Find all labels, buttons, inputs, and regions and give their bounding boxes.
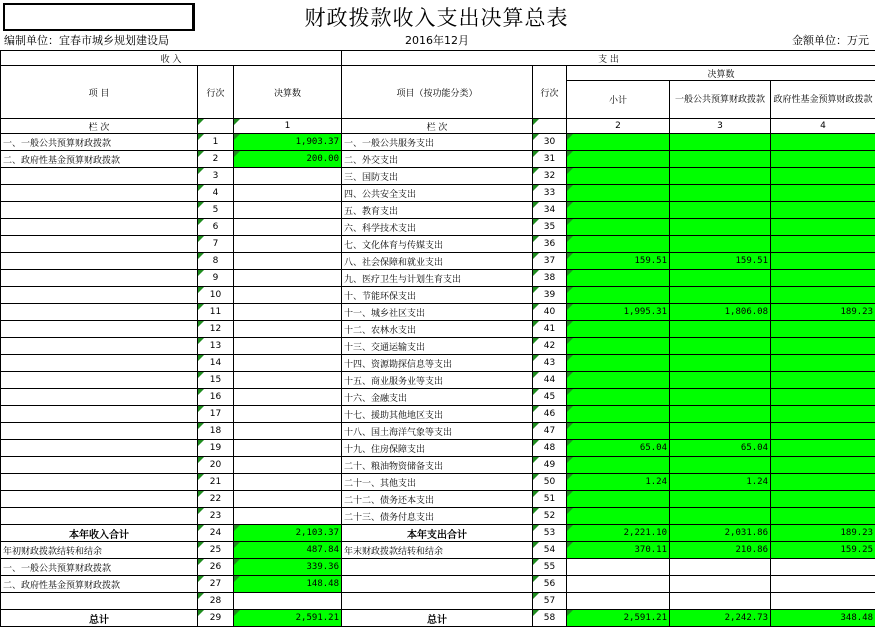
expense-general-cell[interactable] bbox=[670, 185, 771, 202]
income-row-no[interactable]: 15 bbox=[198, 372, 234, 389]
compiling-unit: 编制单位：宜春市城乡规划建设局 bbox=[4, 34, 169, 48]
name-box[interactable] bbox=[3, 3, 195, 31]
table-row bbox=[1, 576, 875, 593]
table-row bbox=[1, 338, 875, 355]
expense-subtotal-cell[interactable] bbox=[567, 457, 670, 474]
expense-general-cell[interactable] bbox=[670, 151, 771, 168]
table-row bbox=[1, 304, 875, 321]
table-row bbox=[1, 593, 875, 610]
expense-blank-cell[interactable] bbox=[771, 593, 875, 610]
expense-item-cell[interactable]: 五、教育支出 bbox=[342, 202, 533, 219]
income-blank-no[interactable]: 28 bbox=[198, 593, 234, 610]
income-row-no[interactable]: 17 bbox=[198, 406, 234, 423]
expense-total-fund[interactable]: 189.23 bbox=[771, 525, 875, 542]
income-item-cell[interactable]: 二、政府性基金预算财政拨款 bbox=[1, 151, 198, 168]
grand-total-no2[interactable]: 58 bbox=[533, 610, 567, 627]
report-date: 2016年12月 bbox=[405, 34, 469, 48]
expense-header: 支 出 bbox=[342, 51, 875, 66]
expense-item-cell[interactable]: 四、公共安全支出 bbox=[342, 185, 533, 202]
income-row-no[interactable]: 1 bbox=[198, 134, 234, 151]
income-row-no[interactable]: 13 bbox=[198, 338, 234, 355]
income-amount-cell[interactable]: 200.00 bbox=[234, 151, 342, 168]
expense-row-no[interactable]: 42 bbox=[533, 338, 567, 355]
income-row-no[interactable]: 10 bbox=[198, 287, 234, 304]
income-amount-cell[interactable] bbox=[234, 304, 342, 321]
expense-row-no[interactable]: 43 bbox=[533, 355, 567, 372]
expense-row-no[interactable]: 45 bbox=[533, 389, 567, 406]
expense-general-cell[interactable] bbox=[670, 508, 771, 525]
income-amount-cell[interactable] bbox=[234, 253, 342, 270]
begin-fund-label[interactable]: 二、政府性基金预算财政拨款 bbox=[1, 576, 198, 593]
income-row-no[interactable]: 4 bbox=[198, 185, 234, 202]
col-3: 3 bbox=[670, 119, 771, 134]
expense-fund-cell[interactable] bbox=[771, 270, 875, 287]
income-row-no[interactable]: 7 bbox=[198, 236, 234, 253]
expense-row-no[interactable]: 40 bbox=[533, 304, 567, 321]
income-item-cell[interactable] bbox=[1, 185, 198, 202]
income-item-cell[interactable] bbox=[1, 168, 198, 185]
table-row bbox=[1, 321, 875, 338]
expense-row-no[interactable]: 31 bbox=[533, 151, 567, 168]
income-item-cell[interactable] bbox=[1, 372, 198, 389]
expense-subtotal-cell[interactable] bbox=[567, 389, 670, 406]
expense-row-no[interactable]: 37 bbox=[533, 253, 567, 270]
expense-blank-cell[interactable] bbox=[771, 559, 875, 576]
income-item-cell[interactable] bbox=[1, 423, 198, 440]
end-balance-label[interactable]: 年末财政拨款结转和结余 bbox=[342, 542, 533, 559]
expense-fund-cell[interactable] bbox=[771, 202, 875, 219]
income-item-cell[interactable] bbox=[1, 304, 198, 321]
table-row bbox=[1, 236, 875, 253]
expense-fund-cell[interactable] bbox=[771, 406, 875, 423]
income-amount-cell[interactable] bbox=[234, 423, 342, 440]
table-row bbox=[1, 253, 875, 270]
table-row bbox=[1, 559, 875, 576]
expense-fund-cell[interactable] bbox=[771, 423, 875, 440]
grand-total-fund[interactable]: 348.48 bbox=[771, 610, 875, 627]
expense-row-no[interactable]: 35 bbox=[533, 219, 567, 236]
subtotal-header: 小计 bbox=[567, 81, 670, 119]
income-amount-cell[interactable] bbox=[234, 355, 342, 372]
table-row bbox=[1, 185, 875, 202]
table-row bbox=[1, 474, 875, 491]
expense-subtotal-cell[interactable] bbox=[567, 168, 670, 185]
expense-fund-cell[interactable] bbox=[771, 474, 875, 491]
expense-general-cell[interactable] bbox=[670, 202, 771, 219]
expense-row-no[interactable]: 41 bbox=[533, 321, 567, 338]
expense-subtotal-cell[interactable] bbox=[567, 202, 670, 219]
income-amount-cell[interactable] bbox=[234, 321, 342, 338]
income-item-cell[interactable] bbox=[1, 440, 198, 457]
expense-total-general[interactable]: 2,031.86 bbox=[670, 525, 771, 542]
expense-blank-cell[interactable] bbox=[567, 559, 670, 576]
end-balance-no[interactable]: 54 bbox=[533, 542, 567, 559]
income-amount-cell[interactable] bbox=[234, 372, 342, 389]
expense-subtotal-cell[interactable]: 1,995.31 bbox=[567, 304, 670, 321]
expense-subtotal-cell[interactable] bbox=[567, 406, 670, 423]
func-item-header: 项目（按功能分类） bbox=[342, 66, 533, 119]
expense-row-no[interactable]: 49 bbox=[533, 457, 567, 474]
expense-total-subtotal[interactable]: 2,221.10 bbox=[567, 525, 670, 542]
income-amount-cell[interactable] bbox=[234, 457, 342, 474]
expense-row-no[interactable]: 47 bbox=[533, 423, 567, 440]
expense-fund-cell[interactable] bbox=[771, 372, 875, 389]
expense-general-cell[interactable] bbox=[670, 338, 771, 355]
expense-general-cell[interactable] bbox=[670, 423, 771, 440]
expense-fund-cell[interactable] bbox=[771, 355, 875, 372]
income-amount-cell[interactable] bbox=[234, 508, 342, 525]
income-amount-cell[interactable] bbox=[234, 491, 342, 508]
expense-item-cell[interactable]: 十、节能环保支出 bbox=[342, 287, 533, 304]
expense-item-cell[interactable]: 一、一般公共服务支出 bbox=[342, 134, 533, 151]
expense-total-no[interactable]: 53 bbox=[533, 525, 567, 542]
expense-item-cell[interactable]: 十一、城乡社区支出 bbox=[342, 304, 533, 321]
expense-item-cell[interactable]: 九、医疗卫生与计划生育支出 bbox=[342, 270, 533, 287]
final-amount2-header: 决算数 bbox=[567, 66, 875, 81]
income-total-no[interactable]: 24 bbox=[198, 525, 234, 542]
expense-blank-cell[interactable] bbox=[567, 593, 670, 610]
col-label2: 栏 次 bbox=[342, 119, 533, 134]
expense-row-no[interactable]: 44 bbox=[533, 372, 567, 389]
begin-balance-no[interactable]: 25 bbox=[198, 542, 234, 559]
table-row bbox=[1, 423, 875, 440]
col-2: 2 bbox=[567, 119, 670, 134]
col-4: 4 bbox=[771, 119, 875, 134]
table-row bbox=[1, 134, 875, 151]
expense-fund-cell[interactable] bbox=[771, 508, 875, 525]
expense-general-cell[interactable] bbox=[670, 372, 771, 389]
income-header: 收 入 bbox=[1, 51, 342, 66]
income-item-cell[interactable] bbox=[1, 457, 198, 474]
income-item-cell[interactable] bbox=[1, 406, 198, 423]
expense-subtotal-cell[interactable]: 159.51 bbox=[567, 253, 670, 270]
expense-fund-cell[interactable] bbox=[771, 236, 875, 253]
income-item-cell[interactable] bbox=[1, 253, 198, 270]
expense-item-cell[interactable]: 十八、国土海洋气象等支出 bbox=[342, 423, 533, 440]
income-item-cell[interactable] bbox=[1, 508, 198, 525]
row-no-header: 行次 bbox=[198, 66, 234, 119]
expense-fund-cell[interactable] bbox=[771, 457, 875, 474]
expense-item-cell[interactable]: 十五、商业服务业等支出 bbox=[342, 372, 533, 389]
expense-subtotal-cell[interactable] bbox=[567, 151, 670, 168]
expense-general-cell[interactable] bbox=[670, 287, 771, 304]
row-no2-header: 行次 bbox=[533, 66, 567, 119]
expense-item-cell[interactable]: 六、科学技术支出 bbox=[342, 219, 533, 236]
table-row bbox=[1, 440, 875, 457]
income-row-no[interactable]: 21 bbox=[198, 474, 234, 491]
expense-row-no[interactable]: 48 bbox=[533, 440, 567, 457]
table-row bbox=[1, 457, 875, 474]
expense-item-cell[interactable]: 十六、金融支出 bbox=[342, 389, 533, 406]
income-amount-cell[interactable] bbox=[234, 440, 342, 457]
expense-row-no[interactable]: 39 bbox=[533, 287, 567, 304]
expense-general-cell[interactable] bbox=[670, 389, 771, 406]
expense-item-cell[interactable]: 二、外交支出 bbox=[342, 151, 533, 168]
begin-fund-amount[interactable]: 148.48 bbox=[234, 576, 342, 593]
expense-item-cell[interactable]: 十九、住房保障支出 bbox=[342, 440, 533, 457]
income-amount-cell[interactable] bbox=[234, 236, 342, 253]
table-row bbox=[1, 389, 875, 406]
expense-fund-cell[interactable] bbox=[771, 168, 875, 185]
begin-general-label[interactable]: 一、一般公共预算财政拨款 bbox=[1, 559, 198, 576]
table-row bbox=[1, 406, 875, 423]
expense-general-cell[interactable] bbox=[670, 236, 771, 253]
expense-row-no[interactable]: 33 bbox=[533, 185, 567, 202]
expense-item-cell[interactable]: 十四、资源勘探信息等支出 bbox=[342, 355, 533, 372]
income-blank-cell[interactable] bbox=[1, 593, 198, 610]
expense-blank-cell[interactable] bbox=[342, 593, 533, 610]
expense-item-cell[interactable]: 七、文化体育与传媒支出 bbox=[342, 236, 533, 253]
income-row-no[interactable]: 5 bbox=[198, 202, 234, 219]
income-row-no[interactable]: 2 bbox=[198, 151, 234, 168]
expense-subtotal-cell[interactable] bbox=[567, 236, 670, 253]
expense-blank-cell[interactable] bbox=[670, 559, 771, 576]
expense-item-cell[interactable]: 二十二、债务还本支出 bbox=[342, 491, 533, 508]
income-row-no[interactable]: 3 bbox=[198, 168, 234, 185]
expense-subtotal-cell[interactable] bbox=[567, 355, 670, 372]
final-amount-header: 决算数 bbox=[234, 66, 342, 119]
expense-subtotal-cell[interactable] bbox=[567, 423, 670, 440]
grand-total-label[interactable]: 总计 bbox=[1, 610, 198, 627]
expense-blank-no[interactable]: 55 bbox=[533, 559, 567, 576]
income-item-cell[interactable] bbox=[1, 389, 198, 406]
expense-row-no[interactable]: 38 bbox=[533, 270, 567, 287]
expense-fund-cell[interactable] bbox=[771, 321, 875, 338]
income-item-cell[interactable] bbox=[1, 219, 198, 236]
income-item-cell[interactable] bbox=[1, 355, 198, 372]
expense-subtotal-cell[interactable]: 1.24 bbox=[567, 474, 670, 491]
income-item-cell[interactable] bbox=[1, 474, 198, 491]
begin-fund-no[interactable]: 27 bbox=[198, 576, 234, 593]
report-title: 财政拨款收入支出决算总表 bbox=[198, 3, 675, 33]
expense-general-cell[interactable] bbox=[670, 457, 771, 474]
expense-row-no[interactable]: 34 bbox=[533, 202, 567, 219]
expense-general-cell[interactable] bbox=[670, 134, 771, 151]
expense-fund-cell[interactable] bbox=[771, 151, 875, 168]
expense-row-no[interactable]: 52 bbox=[533, 508, 567, 525]
table-row bbox=[1, 219, 875, 236]
expense-item-cell[interactable]: 三、国防支出 bbox=[342, 168, 533, 185]
expense-fund-cell[interactable] bbox=[771, 338, 875, 355]
expense-blank-cell[interactable] bbox=[342, 576, 533, 593]
item-header: 项 目 bbox=[1, 66, 198, 119]
income-amount-cell[interactable] bbox=[234, 168, 342, 185]
expense-general-cell[interactable] bbox=[670, 491, 771, 508]
expense-subtotal-cell[interactable] bbox=[567, 338, 670, 355]
expense-general-cell[interactable] bbox=[670, 219, 771, 236]
expense-blank-no[interactable]: 57 bbox=[533, 593, 567, 610]
expense-item-cell[interactable]: 十二、农林水支出 bbox=[342, 321, 533, 338]
table-row bbox=[1, 610, 875, 627]
income-amount-cell[interactable] bbox=[234, 389, 342, 406]
end-balance-fund[interactable]: 159.25 bbox=[771, 542, 875, 559]
income-row-no[interactable]: 11 bbox=[198, 304, 234, 321]
expense-fund-cell[interactable] bbox=[771, 219, 875, 236]
expense-item-cell[interactable]: 八、社会保障和就业支出 bbox=[342, 253, 533, 270]
begin-general-no[interactable]: 26 bbox=[198, 559, 234, 576]
amount-unit: 金额单位：万元 bbox=[792, 34, 869, 48]
expense-subtotal-cell[interactable]: 65.04 bbox=[567, 440, 670, 457]
table-row bbox=[1, 372, 875, 389]
expense-item-cell[interactable]: 十三、交通运输支出 bbox=[342, 338, 533, 355]
income-row-no[interactable]: 16 bbox=[198, 389, 234, 406]
income-row-no[interactable]: 18 bbox=[198, 423, 234, 440]
income-row-no[interactable]: 22 bbox=[198, 491, 234, 508]
expense-row-no[interactable]: 36 bbox=[533, 236, 567, 253]
income-amount-cell[interactable] bbox=[234, 406, 342, 423]
expense-general-cell[interactable] bbox=[670, 270, 771, 287]
income-amount-cell[interactable]: 1,903.37 bbox=[234, 134, 342, 151]
table-row bbox=[1, 287, 875, 304]
expense-item-cell[interactable]: 十七、援助其他地区支出 bbox=[342, 406, 533, 423]
expense-general-cell[interactable] bbox=[670, 168, 771, 185]
begin-balance-label[interactable]: 年初财政拨款结转和结余 bbox=[1, 542, 198, 559]
expense-row-no[interactable]: 50 bbox=[533, 474, 567, 491]
income-total-amount[interactable]: 2,103.37 bbox=[234, 525, 342, 542]
expense-subtotal-cell[interactable] bbox=[567, 270, 670, 287]
grand-total-amount[interactable]: 2,591.21 bbox=[234, 610, 342, 627]
expense-blank-cell[interactable] bbox=[670, 593, 771, 610]
expense-blank-cell[interactable] bbox=[771, 576, 875, 593]
grand-total-no[interactable]: 29 bbox=[198, 610, 234, 627]
table-row bbox=[1, 168, 875, 185]
income-blank-cell[interactable] bbox=[234, 593, 342, 610]
expense-subtotal-cell[interactable] bbox=[567, 134, 670, 151]
income-item-cell[interactable] bbox=[1, 287, 198, 304]
expense-general-cell[interactable] bbox=[670, 355, 771, 372]
income-row-no[interactable]: 14 bbox=[198, 355, 234, 372]
table-row bbox=[1, 355, 875, 372]
table-row bbox=[1, 525, 875, 542]
expense-item-cell[interactable]: 二十一、其他支出 bbox=[342, 474, 533, 491]
end-balance-general[interactable]: 210.86 bbox=[670, 542, 771, 559]
expense-subtotal-cell[interactable] bbox=[567, 219, 670, 236]
grand-total-label2[interactable]: 总计 bbox=[342, 610, 533, 627]
expense-fund-cell[interactable] bbox=[771, 253, 875, 270]
expense-subtotal-cell[interactable] bbox=[567, 287, 670, 304]
table-row bbox=[1, 491, 875, 508]
income-item-cell[interactable] bbox=[1, 338, 198, 355]
income-amount-cell[interactable] bbox=[234, 270, 342, 287]
income-item-cell[interactable]: 一、一般公共预算财政拨款 bbox=[1, 134, 198, 151]
end-balance-subtotal[interactable]: 370.11 bbox=[567, 542, 670, 559]
expense-blank-cell[interactable] bbox=[567, 576, 670, 593]
expense-fund-cell[interactable] bbox=[771, 134, 875, 151]
table-row bbox=[1, 508, 875, 525]
income-amount-cell[interactable] bbox=[234, 185, 342, 202]
income-amount-cell[interactable] bbox=[234, 474, 342, 491]
gov-fund-header: 政府性基金预算财政拨款 bbox=[771, 81, 875, 119]
expense-general-cell[interactable]: 1,806.08 bbox=[670, 304, 771, 321]
expense-fund-cell[interactable] bbox=[771, 185, 875, 202]
expense-blank-no[interactable]: 56 bbox=[533, 576, 567, 593]
income-row-no[interactable]: 20 bbox=[198, 457, 234, 474]
grand-total-subtotal[interactable]: 2,591.21 bbox=[567, 610, 670, 627]
income-row-no[interactable]: 12 bbox=[198, 321, 234, 338]
income-amount-cell[interactable] bbox=[234, 287, 342, 304]
expense-row-no[interactable]: 32 bbox=[533, 168, 567, 185]
expense-subtotal-cell[interactable] bbox=[567, 372, 670, 389]
expense-item-cell[interactable]: 二十、粮油物资储备支出 bbox=[342, 457, 533, 474]
expense-fund-cell[interactable] bbox=[771, 440, 875, 457]
col-1[interactable]: 1 bbox=[234, 119, 342, 134]
expense-general-cell[interactable] bbox=[670, 321, 771, 338]
income-row-no[interactable]: 9 bbox=[198, 270, 234, 287]
expense-general-cell[interactable]: 1.24 bbox=[670, 474, 771, 491]
expense-fund-cell[interactable] bbox=[771, 389, 875, 406]
budget-table bbox=[0, 50, 875, 627]
table-row bbox=[1, 542, 875, 559]
income-total-label[interactable]: 本年收入合计 bbox=[1, 525, 198, 542]
expense-blank-cell[interactable] bbox=[342, 559, 533, 576]
expense-subtotal-cell[interactable] bbox=[567, 491, 670, 508]
begin-general-amount[interactable]: 339.36 bbox=[234, 559, 342, 576]
income-row-no[interactable]: 23 bbox=[198, 508, 234, 525]
income-row-no[interactable]: 19 bbox=[198, 440, 234, 457]
expense-row-no[interactable]: 30 bbox=[533, 134, 567, 151]
col-label: 栏 次 bbox=[1, 119, 198, 134]
expense-general-cell[interactable] bbox=[670, 406, 771, 423]
begin-balance-amount[interactable]: 487.84 bbox=[234, 542, 342, 559]
table-row bbox=[1, 270, 875, 287]
expense-row-no[interactable]: 46 bbox=[533, 406, 567, 423]
income-item-cell[interactable] bbox=[1, 491, 198, 508]
income-item-cell[interactable] bbox=[1, 236, 198, 253]
income-item-cell[interactable] bbox=[1, 270, 198, 287]
expense-blank-cell[interactable] bbox=[670, 576, 771, 593]
table-row bbox=[1, 151, 875, 168]
income-item-cell[interactable] bbox=[1, 321, 198, 338]
expense-fund-cell[interactable] bbox=[771, 287, 875, 304]
expense-total-label[interactable]: 本年支出合计 bbox=[342, 525, 533, 542]
expense-subtotal-cell[interactable] bbox=[567, 185, 670, 202]
expense-row-no[interactable]: 51 bbox=[533, 491, 567, 508]
expense-fund-cell[interactable] bbox=[771, 491, 875, 508]
expense-general-cell[interactable]: 159.51 bbox=[670, 253, 771, 270]
expense-subtotal-cell[interactable] bbox=[567, 508, 670, 525]
expense-subtotal-cell[interactable] bbox=[567, 321, 670, 338]
income-item-cell[interactable] bbox=[1, 202, 198, 219]
income-amount-cell[interactable] bbox=[234, 202, 342, 219]
income-row-no[interactable]: 6 bbox=[198, 219, 234, 236]
grand-total-general[interactable]: 2,242.73 bbox=[670, 610, 771, 627]
income-row-no[interactable]: 8 bbox=[198, 253, 234, 270]
expense-item-cell[interactable]: 二十三、债务付息支出 bbox=[342, 508, 533, 525]
table-row bbox=[1, 202, 875, 219]
income-amount-cell[interactable] bbox=[234, 219, 342, 236]
expense-fund-cell[interactable]: 189.23 bbox=[771, 304, 875, 321]
income-amount-cell[interactable] bbox=[234, 338, 342, 355]
general-budget-header: 一般公共预算财政拨款 bbox=[670, 81, 771, 119]
expense-general-cell[interactable]: 65.04 bbox=[670, 440, 771, 457]
